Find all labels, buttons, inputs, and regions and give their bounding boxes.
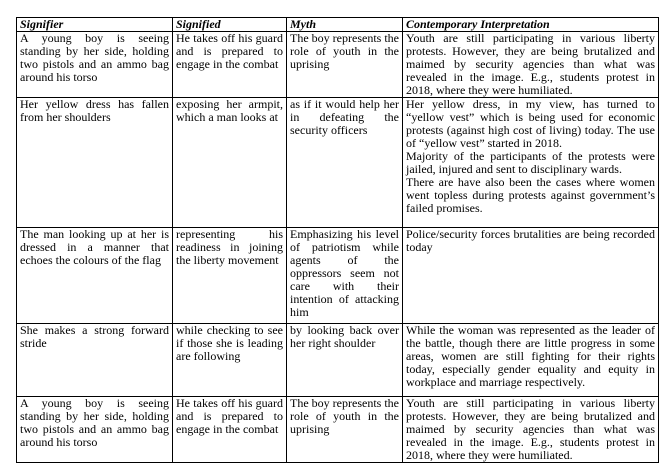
header-row (17, 18, 659, 32)
myth-cell: The boy represents the role of youth in the uprising (287, 397, 403, 463)
signifier-cell: A young boy is seeing standing by her side, holding two pistols and an ammo bag around his torso (17, 397, 173, 463)
myth-cell: as if it would help her in defeating the security officers (287, 98, 403, 228)
interpretation-cell (403, 32, 659, 98)
interpretation-paragraph: Youth are still participating in various liberty protests. However, they are being brutalized and maimed by security agencies than what was revealed in the image. E.g., students protest in 2018, where they were humiliated. (406, 396, 655, 462)
table-row (17, 324, 659, 397)
interpretation-cell (403, 228, 659, 324)
interpretation-paragraph: Youth are still participating in various liberty protests. However, they are being brutalized and maimed by security agencies than what was revealed in the image. E.g., students protest in 2018, where they were humiliated. (406, 31, 655, 97)
signifier-cell: She makes a strong forward stride (17, 324, 173, 397)
header-interpretation: Contemporary Interpretation (403, 18, 659, 32)
signified-cell: exposing her armpit, which a man looks at (173, 98, 287, 228)
signified-cell: while checking to see if those she is leading are following (173, 324, 287, 397)
interpretation-paragraph: Majority of the participants of the protests were jailed, injured and sent to disciplinary wards. (406, 149, 655, 176)
interpretation-paragraph: While the woman was represented as the leader of the battle, though there are little progress in some areas, women are still fighting for their rights today, especially gender equality and equity in workplace and marriage respectively. (406, 323, 655, 389)
header-signified: Signified (173, 18, 287, 32)
header-myth: Myth (287, 18, 403, 32)
interpretation-paragraph: Her yellow dress, in my view, has turned to “yellow vest” which is being used for economic protests (against high cost of living) today. The use of “yellow vest” started in 2018. (406, 97, 655, 150)
interpretation-cell (403, 397, 659, 463)
signifier-cell: A young boy is seeing standing by her side, holding two pistols and an ammo bag around his torso (17, 32, 173, 98)
myth-cell: Emphasizing his level of patriotism while agents of the oppressors seem not care with their intention of attacking him (287, 228, 403, 324)
interpretation-paragraph: Police/security forces brutalities are being recorded today (406, 227, 655, 254)
table-row (17, 98, 659, 228)
interpretation-cell (403, 98, 659, 228)
semiotic-analysis-table (16, 17, 659, 463)
interpretation-cell (403, 324, 659, 397)
table-row (17, 397, 659, 463)
table-row (17, 32, 659, 98)
myth-cell: The boy represents the role of youth in the uprising (287, 32, 403, 98)
header-signifier: Signifier (17, 18, 173, 32)
signified-cell: He takes off his guard and is prepared to engage in the combat (173, 32, 287, 98)
signified-cell: He takes off his guard and is prepared to engage in the combat (173, 397, 287, 463)
signifier-cell: The man looking up at her is dressed in a manner that echoes the colours of the flag (17, 228, 173, 324)
interpretation-paragraph: There are have also been the cases where women went topless during protests against government’s failed promises. (406, 175, 655, 215)
myth-cell: by looking back over her right shoulder (287, 324, 403, 397)
signified-cell: representing his readiness in joining the liberty movement (173, 228, 287, 324)
table-row (17, 228, 659, 324)
signifier-cell: Her yellow dress has fallen from her shoulders (17, 98, 173, 228)
